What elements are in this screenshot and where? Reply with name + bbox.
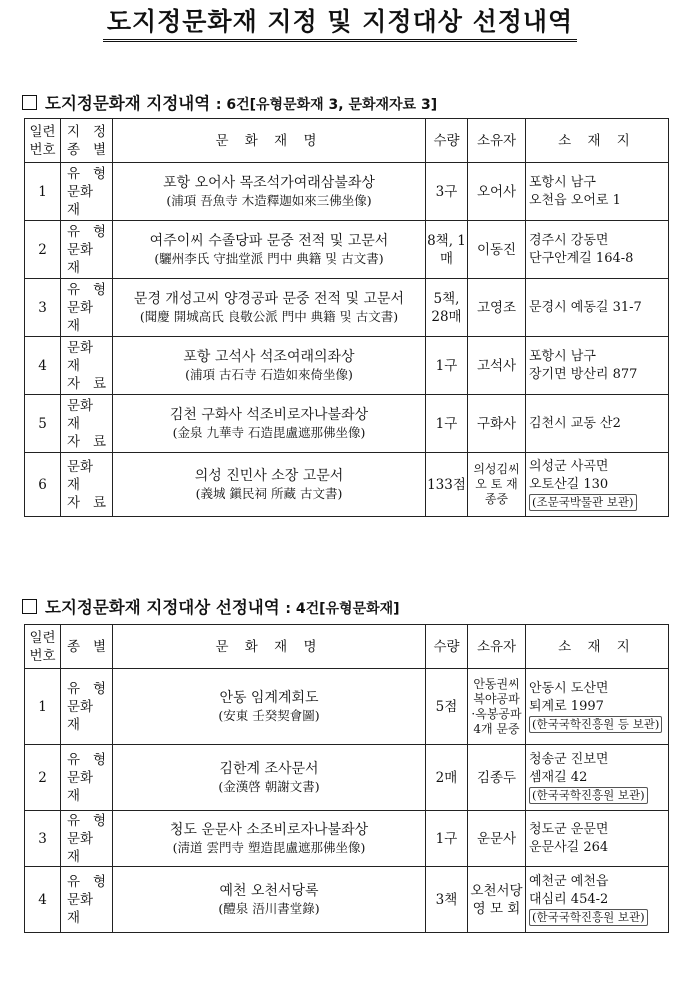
heritage-name-hanja: (金泉 九華寺 石造毘盧遮那佛坐像) (172, 424, 366, 440)
header-kind: 지 정 종 별 (61, 119, 113, 163)
designation-type (61, 811, 113, 867)
owner-line: 복야공파 (473, 691, 520, 706)
owner (468, 279, 526, 337)
location-note: (한국국학진흥원 등 보관) (529, 716, 662, 733)
designation-type-line: 문화재 (67, 458, 94, 493)
header-kind: 종 별 (61, 625, 113, 669)
heritage-name: 의성 진민사 소장 고문서 (194, 467, 344, 484)
location-line: 문경시 예동길 31-7 (529, 299, 642, 315)
owner-line: 종중 (484, 492, 509, 506)
location (526, 745, 669, 811)
heritage-name-hanja: (浦項 吾魚寺 木造釋迦如來三佛坐像) (166, 192, 372, 208)
owner-line: 고석사 (476, 357, 517, 374)
heritage-name-hanja: (義城 鎭民祠 所藏 古文書) (195, 485, 343, 501)
location-note-wrap (529, 787, 668, 805)
heritage-name-hanja: (醴泉 浯川書堂錄) (218, 900, 320, 916)
location-line: 오천읍 오어로 1 (529, 192, 621, 208)
table-row (25, 811, 669, 867)
quantity: 1구 (426, 337, 468, 395)
heritage-name-hanja: (驪州李氏 守拙堂派 門中 典籍 및 古文書) (154, 250, 384, 266)
heritage-name-cell (113, 279, 426, 337)
location-line: 김천시 교동 산2 (529, 415, 621, 431)
owner (468, 395, 526, 453)
heritage-name-cell (113, 811, 426, 867)
location-line: 장기면 방산리 877 (529, 366, 638, 382)
heritage-name-cell (113, 745, 426, 811)
designation-type-line: 문화재 (67, 183, 94, 218)
table-header-row (25, 625, 669, 669)
heritage-name: 포항 고석사 석조여래의좌상 (183, 348, 355, 365)
heritage-name: 예천 오천서당록 (219, 882, 319, 899)
designation-type-line: 자 료 (67, 375, 106, 392)
designation-type-line: 문화재 (67, 241, 94, 276)
quantity: 2매 (426, 745, 468, 811)
owner (468, 745, 526, 811)
section1-heading: 도지정문화재 지정내역 : 6건[유형문화재 3, 문화재자료 3] (22, 90, 437, 114)
row-number: 2 (25, 221, 61, 279)
heritage-name: 김한계 조사문서 (219, 760, 319, 777)
section2-heading: 도지정문화재 지정대상 선정내역 : 4건[유형문화재] (22, 594, 400, 618)
designation-type-line: 유 형 (67, 281, 106, 298)
heritage-name-cell (113, 395, 426, 453)
checkbox-square-icon (22, 599, 37, 614)
location-line: 예천군 예천읍 (529, 873, 609, 889)
row-number: 3 (25, 279, 61, 337)
designation-type (61, 337, 113, 395)
quantity: 5점 (426, 669, 468, 745)
location-line: 안동시 도산면 (529, 680, 609, 696)
designation-type-line: 유 형 (67, 680, 106, 697)
designation-type-line: 문화재 (67, 830, 94, 865)
table-row (25, 867, 669, 933)
location (526, 811, 669, 867)
table-row (25, 337, 669, 395)
owner-line: 고영조 (476, 299, 517, 316)
heritage-name-cell (113, 669, 426, 745)
header-qty: 수량 (426, 625, 468, 669)
owner-line: ·옥봉공파 (471, 706, 522, 721)
designation-type-line: 문화재 (67, 299, 94, 334)
header-no: 일련 번호 (25, 625, 61, 669)
quantity: 3책 (426, 867, 468, 933)
header-owner: 소유자 (468, 119, 526, 163)
location-note-wrap (529, 909, 668, 927)
heritage-name-hanja: (安東 壬癸契會圖) (218, 707, 320, 723)
designation-type (61, 395, 113, 453)
designation-type (61, 221, 113, 279)
owner (468, 337, 526, 395)
location-line: 의성군 사곡면 (529, 458, 609, 474)
location-line: 청도군 운문면 (529, 821, 609, 837)
owner-line: 오 토 재 (475, 477, 518, 491)
location (526, 163, 669, 221)
location-note-wrap (529, 494, 668, 512)
header-qty: 수량 (426, 119, 468, 163)
designation-type (61, 453, 113, 517)
quantity: 8책, 1매 (426, 221, 468, 279)
location-line: 포항시 남구 (529, 348, 596, 364)
owner (468, 453, 526, 517)
owner (468, 163, 526, 221)
table-row (25, 745, 669, 811)
owner (468, 221, 526, 279)
designation-type (61, 669, 113, 745)
heritage-name: 문경 개성고씨 양경공파 문중 전적 및 고문서 (133, 290, 405, 307)
heritage-name: 포항 오어사 목조석가여래삼불좌상 (163, 174, 375, 191)
heritage-name-cell (113, 163, 426, 221)
table-row (25, 163, 669, 221)
designation-type-line: 자 료 (67, 433, 106, 450)
designation-type-line: 문화재 (67, 397, 94, 432)
table-row (25, 453, 669, 517)
header-no: 일련 번호 (25, 119, 61, 163)
designation-type-line: 문화재 (67, 698, 94, 733)
location-line: 운문사길 264 (529, 839, 609, 855)
heritage-name: 김천 구화사 석조비로자나불좌상 (169, 406, 369, 423)
owner-line: 안동권씨 (473, 676, 520, 691)
row-number: 4 (25, 337, 61, 395)
owner-line: 오천서당 (470, 882, 523, 899)
location (526, 453, 669, 517)
designation-type-line: 문화재 (67, 891, 94, 926)
heritage-name-cell (113, 867, 426, 933)
owner-line: 영 모 회 (472, 900, 521, 917)
heritage-name: 청도 운문사 소조비로자나불좌상 (169, 821, 369, 838)
location-note: (한국국학진흥원 보관) (529, 909, 648, 926)
heritage-name-hanja: (金漢啓 朝謝文書) (218, 778, 320, 794)
designation-type (61, 163, 113, 221)
location-note-wrap (529, 716, 668, 734)
location-line: 단구안계길 164-8 (529, 250, 634, 266)
header-location: 소 재 지 (526, 119, 669, 163)
location-line: 포항시 남구 (529, 174, 596, 190)
designation-type-line: 유 형 (67, 751, 106, 768)
row-number: 5 (25, 395, 61, 453)
heritage-name-cell (113, 453, 426, 517)
heritage-name: 안동 임계계회도 (219, 689, 319, 706)
table-header-row (25, 119, 669, 163)
location-note: (한국국학진흥원 보관) (529, 787, 648, 804)
designation-type-line: 자 료 (67, 494, 106, 511)
owner-line: 구화사 (476, 415, 517, 432)
location (526, 279, 669, 337)
designation-type (61, 867, 113, 933)
quantity: 1구 (426, 811, 468, 867)
header-name: 문 화 재 명 (113, 119, 426, 163)
owner-line: 오어사 (476, 183, 517, 200)
owner (468, 867, 526, 933)
location (526, 867, 669, 933)
owner (468, 669, 526, 745)
table-row (25, 279, 669, 337)
location-note: (조문국박물관 보관) (529, 494, 637, 511)
owner (468, 811, 526, 867)
table-row (25, 395, 669, 453)
quantity: 3구 (426, 163, 468, 221)
header-owner: 소유자 (468, 625, 526, 669)
checkbox-square-icon (22, 95, 37, 110)
quantity: 1구 (426, 395, 468, 453)
heritage-name-cell (113, 221, 426, 279)
location-line: 오토산길 130 (529, 476, 609, 492)
location-line: 경주시 강동면 (529, 232, 609, 248)
location (526, 221, 669, 279)
heritage-name-cell (113, 337, 426, 395)
row-number: 1 (25, 163, 61, 221)
heritage-name-hanja: (浦項 古石寺 石造如來倚坐像) (185, 366, 353, 382)
designation-type (61, 279, 113, 337)
designation-type-line: 문화재 (67, 339, 94, 374)
heritage-name-hanja: (聞慶 開城高氏 良敬公派 門中 典籍 및 古文書) (139, 308, 399, 324)
owner-line: 의성김씨 (473, 462, 520, 476)
header-name: 문 화 재 명 (113, 625, 426, 669)
location-line: 퇴계로 1997 (529, 698, 604, 714)
row-number: 3 (25, 811, 61, 867)
designation-type-line: 유 형 (67, 165, 106, 182)
header-location: 소 재 지 (526, 625, 669, 669)
location-line: 셈재길 42 (529, 769, 588, 785)
owner-line: 운문사 (476, 830, 517, 847)
location-line: 대심리 454-2 (529, 891, 609, 907)
row-number: 4 (25, 867, 61, 933)
location (526, 395, 669, 453)
designation-table (24, 118, 669, 517)
owner-line: 김종두 (476, 769, 517, 786)
designation-type-line: 유 형 (67, 873, 106, 890)
quantity: 133점 (426, 453, 468, 517)
row-number: 2 (25, 745, 61, 811)
page-title: 도지정문화재 지정 및 지정대상 선정내역 (0, 2, 680, 42)
table-row (25, 221, 669, 279)
candidate-table (24, 624, 669, 933)
designation-type (61, 745, 113, 811)
location (526, 669, 669, 745)
quantity: 5책, 28매 (426, 279, 468, 337)
location (526, 337, 669, 395)
row-number: 6 (25, 453, 61, 517)
heritage-name-hanja: (淸道 雲門寺 塑造毘盧遮那佛坐像) (172, 839, 366, 855)
designation-type-line: 문화재 (67, 769, 94, 804)
heritage-name: 여주이씨 수졸당파 문중 전적 및 고문서 (149, 232, 389, 249)
owner-line: 4개 문중 (473, 721, 520, 736)
designation-type-line: 유 형 (67, 812, 106, 829)
row-number: 1 (25, 669, 61, 745)
designation-type-line: 유 형 (67, 223, 106, 240)
table-row (25, 669, 669, 745)
owner-line: 이동진 (476, 241, 517, 258)
location-line: 청송군 진보면 (529, 751, 609, 767)
